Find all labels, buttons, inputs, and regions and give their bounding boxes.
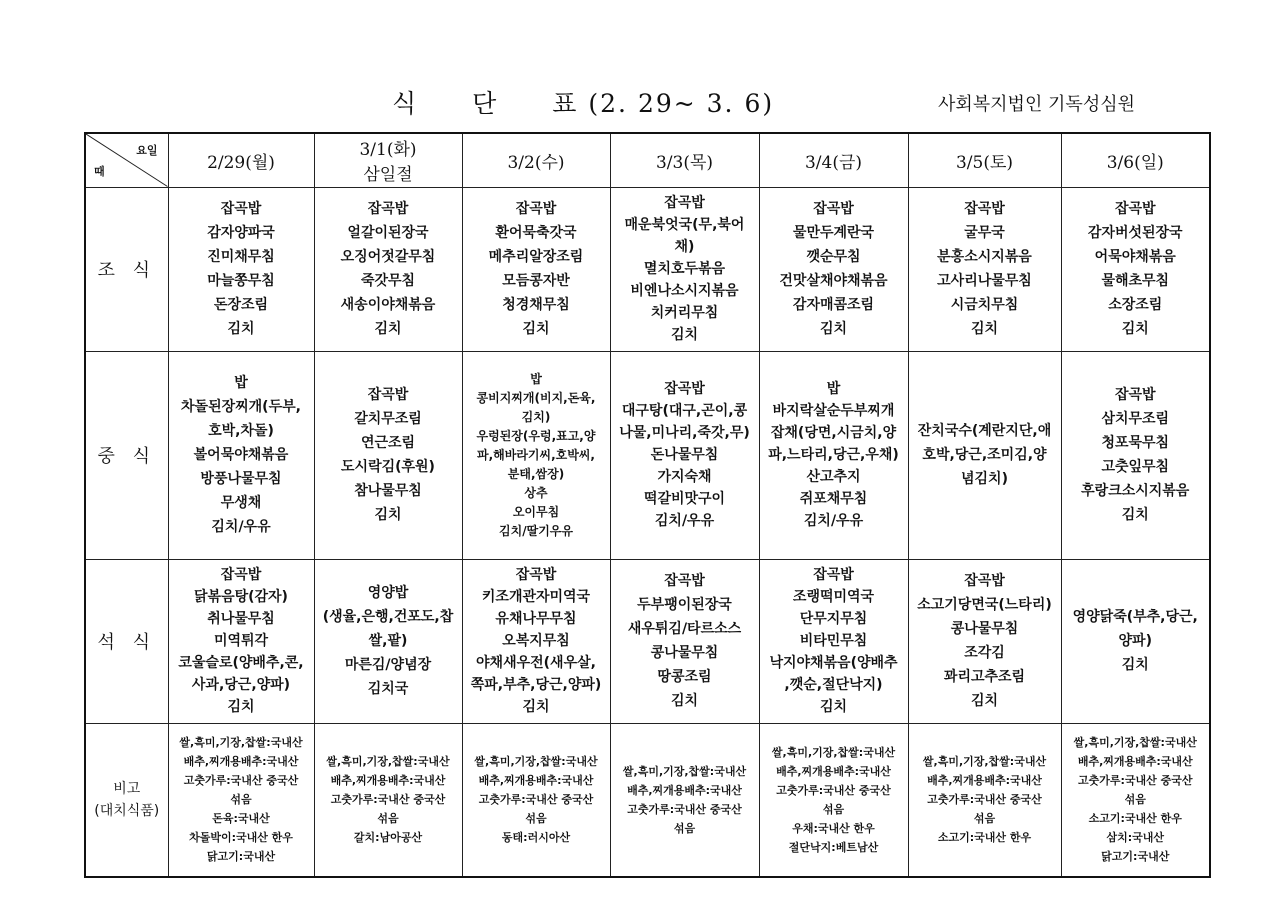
day-header-1 — [314, 133, 462, 187]
origin-note-line: 배추,찌개용배추:국내산 — [776, 764, 891, 778]
dish-line: 잡채(당면,시금치,양 — [770, 425, 897, 441]
dish-line: 잡곡밥 — [367, 201, 409, 217]
dish-line: 우렁된장(우렁,표고,양 — [476, 428, 596, 443]
corner-label-day: 요일 — [136, 144, 158, 157]
dish-line: 콩나물무침 — [950, 621, 1019, 637]
dish-line: 잡곡밥 — [813, 567, 854, 583]
corner-label-meal: 때 — [94, 164, 105, 178]
origin-note-line: 돈육:국내산 — [212, 812, 270, 826]
origin-note-line: 고춧가루:국내산 중국산 — [927, 793, 1042, 807]
dish-line: 호박,당근,조미김,양 — [922, 447, 1047, 463]
origin-note-line: 섞음 — [377, 812, 399, 826]
dish-line: 잡곡밥 — [515, 567, 557, 583]
dish-line: 잡곡밥 — [367, 387, 409, 403]
dinner-row — [85, 559, 1210, 723]
dish-line: 김치/우유 — [803, 513, 864, 529]
origin-note-cell — [314, 723, 462, 877]
dish-line: 감자양파국 — [207, 225, 275, 241]
menu-cell — [610, 351, 759, 559]
dish-line: 파,해바라기씨,호박씨, — [476, 447, 595, 462]
dish-line: 치커리무침 — [650, 305, 719, 321]
dish-line: 삼치무조림 — [1101, 411, 1170, 427]
dish-line: 쥐포채무침 — [799, 491, 868, 507]
dish-line: 잡곡밥 — [1114, 387, 1156, 403]
menu-cell — [610, 187, 759, 351]
origin-note-line: 쌀,흑미,기장,찹쌀:국내산 — [922, 755, 1047, 769]
origin-note-line: 쌀,흑미,기장,찹쌀:국내산 — [179, 736, 303, 750]
notes-sublabel: (대치식품) — [94, 802, 160, 819]
dish-line: 떡갈비맛구이 — [643, 491, 726, 507]
menu-cell — [759, 187, 908, 351]
day-date: 3/6(일) — [1106, 152, 1164, 173]
origin-note-line: 소고기:국내산 한우 — [937, 831, 1032, 845]
corner-cell — [85, 133, 168, 187]
dish-line: 물만두계란국 — [792, 225, 875, 241]
dish-line: 잡곡밥 — [964, 201, 1005, 217]
dish-line: 새송이야채볶음 — [340, 297, 436, 313]
dish-line: 소고기당면국(느타리) — [917, 597, 1052, 613]
dish-line: 대구탕(대구,곤이,콩 — [621, 403, 748, 419]
dish-line: 나물,미나리,죽갓,무) — [619, 425, 750, 441]
dish-line: 갈치무조림 — [354, 411, 422, 427]
meal-label-breakfast: 조 식 — [85, 187, 168, 351]
dish-line: 김치 — [227, 321, 255, 337]
dish-line: 굴무국 — [964, 225, 1005, 241]
breakfast-row — [85, 187, 1210, 351]
dish-line: 김치 — [522, 699, 550, 715]
dish-line: 돈장조림 — [213, 297, 269, 313]
origin-note-line: 배추,찌개용배추:국내산 — [1077, 755, 1193, 769]
day-header-4 — [759, 133, 908, 187]
dish-line: 도시락김(후원) — [341, 459, 435, 475]
day-header-5 — [908, 133, 1061, 187]
origin-note-line: 쌀,흑미,기장,찹쌀:국내산 — [1073, 736, 1197, 750]
origin-note-line: 고춧가루:국내산 중국산 — [627, 802, 742, 816]
dish-line: 양파) — [1118, 633, 1152, 649]
dish-line: 조각김 — [964, 645, 1005, 661]
dish-line: 땅콩조림 — [657, 669, 712, 685]
dish-line: 무생채 — [220, 495, 262, 511]
dish-line: 김치국 — [367, 681, 409, 697]
origin-note-cell — [759, 723, 908, 877]
dish-line: 김치 — [670, 327, 699, 343]
holiday-name: 삼일절 — [363, 165, 413, 186]
dish-line: 두부팽이된장국 — [637, 597, 732, 613]
menu-table — [84, 132, 1211, 878]
dish-line: 감자버섯된장국 — [1087, 225, 1183, 241]
origin-note-line: 배추,찌개용배추:국내산 — [183, 755, 299, 769]
dish-line: 분홍소시지볶음 — [937, 249, 1032, 265]
dish-line: 밥 — [530, 371, 542, 386]
dish-line: 건맛살채야채볶음 — [779, 273, 888, 289]
origin-note-line: 차돌박이:국내산 한우 — [189, 831, 293, 845]
notes-label: 비고 — [113, 780, 141, 797]
dish-line: 잡곡밥 — [664, 573, 705, 589]
dish-line: 잡곡밥 — [664, 195, 705, 211]
day-date: 3/3(목) — [655, 152, 714, 173]
origin-note-line: 우채:국내산 한우 — [792, 821, 875, 835]
dish-line: 마늘쫑무침 — [207, 273, 275, 289]
origin-note-line: 닭고기:국내산 — [206, 850, 276, 864]
origin-note-line: 쌀,흑미,기장,찹쌀:국내산 — [622, 764, 747, 778]
origin-note-line: 쌀,흑미,기장,찹쌀:국내산 — [326, 755, 450, 769]
origin-note-cell — [462, 723, 610, 877]
menu-cell — [314, 187, 462, 351]
dish-line: 청포묵무침 — [1101, 435, 1170, 451]
dish-line: 잔치국수(계란지단,애 — [917, 423, 1052, 439]
menu-cell — [759, 559, 908, 723]
dish-line: 연근조림 — [360, 435, 416, 451]
origin-note-line: 쌀,흑미,기장,찹쌀:국내산 — [771, 745, 896, 759]
dish-line: 쪽파,부추,당근,양파) — [470, 677, 602, 693]
dish-line: 청경채무침 — [502, 297, 570, 313]
origin-note-cell — [610, 723, 759, 877]
dish-line: 김치 — [970, 321, 999, 337]
origin-note-line: 갈치:남아공산 — [353, 831, 423, 845]
meal-label-dinner: 석 식 — [85, 559, 168, 723]
dish-line: 취나물무침 — [207, 611, 275, 627]
dish-line: 어묵야채볶음 — [1094, 249, 1176, 265]
dish-line: 모듬콩자반 — [502, 273, 570, 289]
menu-cell — [168, 187, 314, 351]
dish-line: ,깻순,절단낙지) — [784, 677, 883, 693]
dish-line: 오이무침 — [512, 504, 560, 519]
origin-note-line: 배추,찌개용배추:국내산 — [478, 774, 594, 788]
dish-line: 김치/우유 — [654, 513, 715, 529]
origin-note-line: 섞음 — [1124, 793, 1146, 807]
dish-line: 김치 — [374, 321, 402, 337]
origin-note-line: 고춧가루:국내산 중국산 — [776, 783, 891, 797]
menu-cell — [908, 559, 1061, 723]
header-row — [85, 133, 1210, 187]
dish-line: 소장조림 — [1108, 297, 1163, 313]
dish-line: 콩비지찌개(비지,돈육, — [476, 390, 596, 405]
origin-note-line: 쌀,흑미,기장,찹쌀:국내산 — [474, 755, 598, 769]
dish-line: 미역튀각 — [213, 633, 269, 649]
dish-line: 방풍나물무침 — [200, 471, 282, 487]
page-title: 식 단 표 (2. 29~ 3. 6) — [392, 89, 775, 118]
dish-line: 오징어젓갈무침 — [340, 249, 436, 265]
dish-line: 김치) — [521, 409, 551, 424]
origin-note-cell — [908, 723, 1061, 877]
dish-line: 환어묵축갓국 — [495, 225, 577, 241]
dish-line: 유채나무무침 — [495, 611, 577, 627]
dish-line: 김치 — [970, 693, 999, 709]
menu-cell — [1061, 187, 1210, 351]
dish-line: 오복지무침 — [502, 633, 570, 649]
dish-line: 김치 — [1121, 507, 1149, 523]
dish-line: 감자매콤조림 — [792, 297, 875, 313]
day-header-3 — [610, 133, 759, 187]
dish-line: 고춧잎무침 — [1101, 459, 1170, 475]
origin-note-line: 고춧가루:국내산 중국산 — [330, 793, 446, 807]
dish-line: 시금치무침 — [950, 297, 1019, 313]
dish-line: 김치 — [1121, 657, 1149, 673]
origin-note-line: 고춧가루:국내산 중국산 — [183, 774, 299, 788]
menu-cell — [168, 559, 314, 723]
dish-line: 돈나물무침 — [650, 447, 719, 463]
origin-note-cell — [1061, 723, 1210, 877]
dish-line: 김치 — [374, 507, 402, 523]
organization-name: 사회복지법인 기독성심원 — [938, 94, 1135, 115]
dish-line: 비타민무침 — [799, 633, 868, 649]
origin-note-line: 섞음 — [822, 802, 845, 816]
dish-line: 김치 — [522, 321, 550, 337]
dish-line: 밥 — [826, 381, 841, 397]
menu-cell — [908, 187, 1061, 351]
lunch-row — [85, 351, 1210, 559]
dish-line: 김치/우유 — [211, 519, 271, 535]
dish-line: 매운북엇국(무,북어 — [624, 217, 745, 233]
dish-line: 볼어묵야채볶음 — [193, 447, 289, 463]
origin-note-cell — [168, 723, 314, 877]
dish-line: 비엔나소시지볶음 — [630, 283, 739, 299]
dish-line: 후랑크소시지볶음 — [1081, 483, 1190, 499]
dish-line: 가지숙채 — [657, 469, 712, 485]
dish-line: 물해초무침 — [1101, 273, 1170, 289]
dish-line: 차돌된장찌개(두부, — [181, 399, 301, 415]
origin-note-line: 섞음 — [973, 812, 996, 826]
dish-line: 코울슬로(양배추,콘, — [178, 655, 304, 671]
dish-line: 바지락살순두부찌개 — [772, 403, 895, 419]
dish-line: 죽갓무침 — [360, 273, 416, 289]
menu-cell — [462, 351, 610, 559]
dish-line: 잡곡밥 — [664, 381, 705, 397]
dish-line: 영양밥 — [367, 585, 409, 601]
origin-note-line: 배추,찌개용배추:국내산 — [927, 774, 1042, 788]
menu-cell — [314, 559, 462, 723]
dish-line: 야채새우전(새우살, — [476, 655, 596, 671]
dish-line: 키조개관자미역국 — [481, 589, 591, 605]
origin-note-line: 절단낙지:베트남산 — [788, 840, 879, 854]
dish-line: 멸치호두볶음 — [643, 261, 726, 277]
menu-cell — [908, 351, 1061, 559]
menu-cell — [610, 559, 759, 723]
dish-line: 낙지야채볶음(양배추 — [769, 655, 898, 671]
origin-note-line: 닭고기:국내산 — [1101, 850, 1170, 864]
dish-line: 잡곡밥 — [1114, 201, 1156, 217]
origin-note-line: 섞음 — [525, 812, 547, 826]
dish-line: 잡곡밥 — [813, 201, 854, 217]
dish-line: (생율,은행,건포도,찹 — [322, 609, 454, 625]
dish-line: 산고추지 — [806, 469, 861, 485]
menu-cell — [314, 351, 462, 559]
origin-note-line: 배추,찌개용배추:국내산 — [627, 783, 742, 797]
day-date: 2/29(월) — [207, 152, 275, 173]
dish-line: 김치 — [819, 699, 848, 715]
dish-line: 김치/딸기우유 — [499, 523, 573, 538]
dish-line: 얼갈이된장국 — [347, 225, 429, 241]
origin-note-line: 고춧가루:국내산 중국산 — [1078, 774, 1193, 788]
dish-line: 새우튀김/타르소스 — [627, 621, 742, 637]
dish-line: 김치 — [670, 693, 699, 709]
day-header-2 — [462, 133, 610, 187]
origin-note-line: 동태:러시아산 — [501, 831, 571, 845]
origin-note-line: 배추,찌개용배추:국내산 — [330, 774, 446, 788]
origin-note-line: 삼치:국내산 — [1106, 831, 1165, 845]
dish-line: 마른김/양념장 — [344, 657, 432, 673]
dish-line: 호박,차돌) — [208, 423, 274, 439]
day-header-6 — [1061, 133, 1210, 187]
dish-line: 참나물무침 — [354, 483, 422, 499]
dish-line: 콩나물무침 — [650, 645, 719, 661]
dish-line: 채) — [674, 239, 695, 255]
dish-line: 잡곡밥 — [220, 201, 262, 217]
day-date: 3/1(화) — [359, 140, 417, 161]
menu-cell — [1061, 351, 1210, 559]
dish-line: 메추리알장조림 — [488, 249, 584, 265]
menu-cell — [462, 187, 610, 351]
day-date: 3/4(금) — [804, 152, 863, 173]
dish-line: 밥 — [234, 375, 248, 391]
day-date: 3/2(수) — [507, 152, 565, 173]
day-date: 3/5(토) — [955, 152, 1014, 173]
dish-line: 잡곡밥 — [220, 567, 262, 583]
menu-cell — [168, 351, 314, 559]
dish-line: 잡곡밥 — [964, 573, 1005, 589]
dish-line: 고사리나물무침 — [937, 273, 1032, 289]
dish-line: 진미채무침 — [207, 249, 275, 265]
dish-line: 영양닭죽(부추,당근, — [1072, 609, 1198, 625]
origin-note-line: 고춧가루:국내산 중국산 — [478, 793, 594, 807]
dish-line: 분태,쌈장) — [507, 466, 565, 481]
menu-cell — [462, 559, 610, 723]
dish-line: 김치 — [227, 699, 255, 715]
dish-line: 사과,당근,양파) — [191, 677, 291, 693]
dish-line: 단무지무침 — [799, 611, 868, 627]
dish-line: 김치 — [1121, 321, 1149, 337]
origin-note-line: 섞음 — [230, 793, 252, 807]
origin-note-line: 소고기:국내산 한우 — [1088, 812, 1182, 826]
dish-line: 닭볶음탕(감자) — [194, 589, 288, 605]
dish-line: 김치 — [819, 321, 848, 337]
dish-line: 파,느타리,당근,우채) — [768, 447, 899, 463]
dish-line: 쌀,팥) — [368, 633, 408, 649]
dish-line: 조랭떡미역국 — [792, 589, 875, 605]
meal-label-lunch: 중 식 — [85, 351, 168, 559]
notes-label-cell — [85, 723, 168, 877]
dish-line: 념김치) — [961, 471, 1008, 487]
dish-line: 잡곡밥 — [515, 201, 557, 217]
dish-line: 깻순무침 — [806, 249, 861, 265]
dish-line: 꽈리고추조림 — [943, 669, 1026, 685]
notes-row — [85, 723, 1210, 877]
menu-cell — [759, 351, 908, 559]
menu-cell — [1061, 559, 1210, 723]
day-header-0 — [168, 133, 314, 187]
origin-note-line: 섞음 — [673, 821, 696, 835]
dish-line: 상추 — [524, 485, 548, 500]
